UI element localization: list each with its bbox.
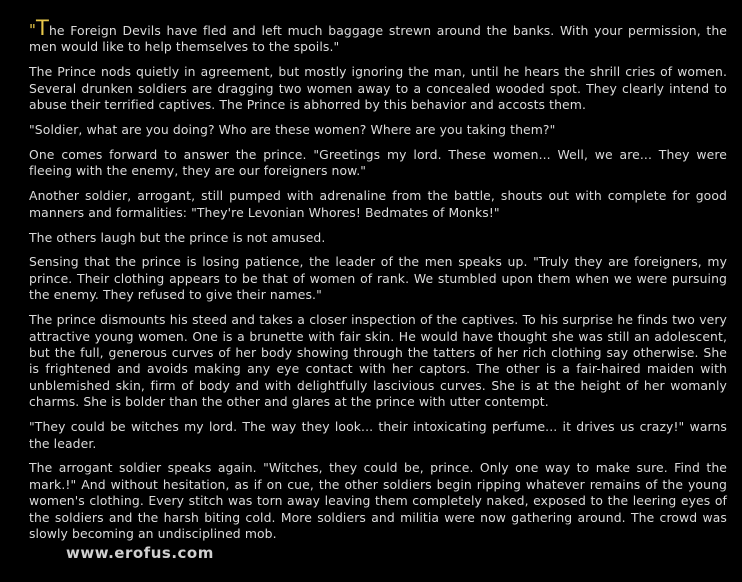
story-paragraph-1 bbox=[29, 16, 727, 56]
story-paragraph-2: The Prince nods quietly in agreement, but mostly ignoring the man, until he hears the shrill cries of women. Several drunken soldiers are dragging two women away to a concealed wooded spot. They clearly intend to abuse their terrified captives. The Prince is abhorred by this behavior and accosts them. bbox=[29, 64, 727, 113]
story-paragraph-4: One comes forward to answer the prince. "Greetings my lord. These women... Well, we are... They were fleeing with the enemy, they are our foreigners now." bbox=[29, 146, 727, 179]
paragraph-1-text: he Foreign Devils have fled and left much baggage strewn around the banks. With your permission, the men would like to help themselves to the spoils." bbox=[29, 23, 727, 55]
dropcap-letter: T bbox=[36, 16, 49, 40]
dropcap-quote: " bbox=[29, 21, 36, 39]
story-paragraph-3: "Soldier, what are you doing? Who are these women? Where are you taking them?" bbox=[29, 122, 556, 138]
story-paragraph-10: The arrogant soldier speaks again. "Witches, they could be, prince. Only one way to make sure. Find the mark.!" And without hesitation, as if on cue, the other soldiers begin ripping whatever remains of the young women's clothing. Every stitch was torn away leaving them completely naked, exposed to the leering eyes of the soldiers and the harsh biting cold. More soldiers and militia were now gathering around. The crowd was slowly becoming an undisciplined mob. bbox=[29, 460, 727, 542]
story-paragraph-7: Sensing that the prince is losing patience, the leader of the men speaks up. "Truly they are foreigners, my prince. Their clothing appears to be that of women of rank. We stumbled upon them when we were pursuing the enemy. They refused to give their names." bbox=[29, 254, 727, 303]
story-text bbox=[29, 16, 727, 551]
story-paragraph-9: "They could be witches my lord. The way they look... their intoxicating perfume... it drives us crazy!" warns the leader. bbox=[29, 419, 727, 451]
watermark: www.erofus.com bbox=[66, 544, 214, 562]
story-paragraph-6: The others laugh but the prince is not amused. bbox=[29, 229, 326, 245]
story-paragraph-5: Another soldier, arrogant, still pumped with adrenaline from the battle, shouts out with complete for good manners and formalities: "They're Levonian Whores! Bedmates of Monks!" bbox=[29, 188, 727, 220]
story-paragraph-8: The prince dismounts his steed and takes a closer inspection of the captives. To his surprise he finds two very attractive young women. One is a brunette with fair skin. He would have thought she was still an adolescent, but the full, generous curves of her body showing through the tatters of her rich clothing say otherwise. She is frightened and avoids making any eye contact with her captors. The other is a fair-haired maiden with unblemished skin, firm of body and with delightfully lascivious curves. She is at the height of her womanly charms. She is bolder than the other and glares at the prince with utter contempt. bbox=[29, 312, 727, 410]
